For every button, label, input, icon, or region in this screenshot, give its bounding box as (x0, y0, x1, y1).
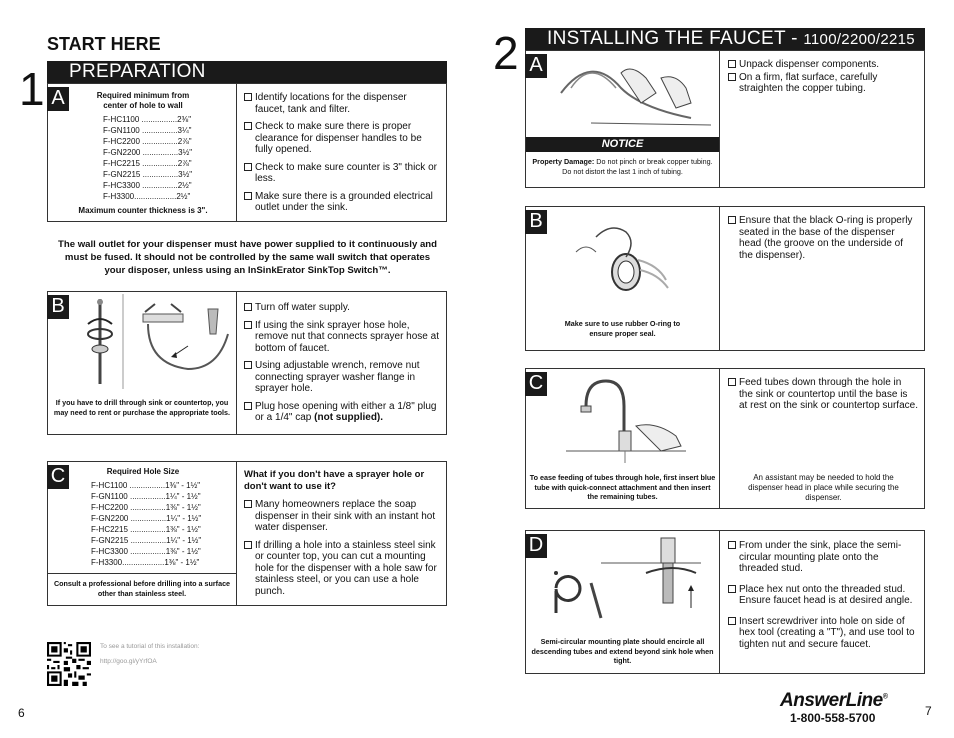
install-c-checklist (728, 377, 918, 418)
no-sprayer-question: What if you don't have a sprayer hole or don't want to use it? (244, 469, 425, 492)
prep-panel-a (47, 83, 447, 222)
start-here-heading: START HERE (47, 34, 161, 54)
preparation-header (47, 61, 447, 83)
installing-title: INSTALLING THE FAUCET - (547, 28, 804, 49)
checklist-item[interactable]: Many homeowners replace the soap dispenser in their sink with an instant hot water dispenser. (244, 499, 440, 534)
checkbox[interactable] (244, 163, 252, 171)
answerline-phone[interactable]: 1-800-558-5700 (790, 711, 876, 725)
straighten-tubing-illustration (551, 53, 716, 133)
answerline-logo: AnswerLine® (780, 690, 888, 711)
mounting-plate-caption: Semi-circular mounting plate should encircle all descending tubes and extend beyond sink hole when tight. (531, 637, 714, 665)
qr-url[interactable]: http://goo.gl/yYrfOA (100, 658, 157, 665)
assistant-note: An assistant may be needed to hold the dispenser head in place while securing the dispenser. (748, 473, 899, 502)
checklist-item[interactable]: Ensure that the black O-ring is properly seated in the base of the dispenser head (the groove on the underside of the dispenser). (728, 215, 918, 261)
install-a-checklist (728, 59, 920, 101)
prep-panel-c-letter: C (47, 465, 69, 489)
checklist-item[interactable]: Check to make sure there is proper clearance for dispenser handles to be fully opened. (244, 121, 439, 156)
checkbox[interactable] (244, 93, 252, 101)
checklist-item[interactable]: Using adjustable wrench, remove nut connecting sprayer washer flange in sprayer hole. (244, 360, 441, 395)
checkbox[interactable] (728, 617, 736, 625)
checkbox[interactable] (728, 216, 736, 224)
checkbox[interactable] (728, 60, 736, 68)
mounting-plate-illustration (541, 533, 711, 628)
checklist-item[interactable]: Plug hose opening with either a 1/8" plug or a 1/4" cap (not supplied). (244, 401, 441, 424)
page-number-right: 7 (925, 704, 932, 718)
checkbox[interactable] (244, 303, 252, 311)
checkbox[interactable] (728, 378, 736, 386)
checklist-item[interactable]: Feed tubes down through the hole in the sink or countertop until the base is at rest on the sink or countertop surface. (728, 377, 918, 412)
o-ring-illustration (566, 212, 686, 302)
qr-code[interactable] (47, 642, 91, 686)
consult-professional-note: Consult a professional before drilling into a surface other than stainless steel. (53, 579, 231, 598)
property-damage-notice: Property Damage: Do not pinch or break copper tubing. Do not distort the last 1 inch of tubing. (532, 157, 713, 176)
hole-size-specs: F-HC1100 ................1⅜" - 1½" F-GN1100 ................1¼" - 1½" F-HC2200 ................1⅜" - 1½" F-GN2200 ................1¼" - 1½" F-HC2215 ................1⅜" - 1½" F-GN2215 ................1¼" - 1½" F-HC3300 ................1⅜" - 1½" F-H3300...................1⅜" - 1½" (91, 481, 202, 567)
qr-label: To see a tutorial of this installation: (100, 643, 200, 650)
install-panel-d (525, 530, 925, 674)
checkbox[interactable] (244, 361, 252, 369)
hole-size-title: Required Hole Size (106, 467, 180, 476)
checklist-item[interactable]: Make sure there is a grounded electrical outlet under the sink. (244, 191, 439, 214)
install-panel-b-letter: B (525, 210, 547, 234)
install-panel-a-letter: A (525, 54, 547, 78)
feed-tubes-caption: To ease feeding of tubes through hole, first insert blue tube with quick-connect attachment and then insert the remaining tubes. (529, 473, 716, 501)
drill-tools-caption: If you have to drill through sink or countertop, you may need to rent or purchase the appropriate tools. (53, 398, 231, 417)
preparation-title: PREPARATION (69, 61, 206, 82)
o-ring-caption: Make sure to use rubber O-ring to ensure proper seal. (564, 319, 681, 338)
checkbox[interactable] (244, 402, 252, 410)
page-number-left: 6 (18, 706, 25, 720)
checkbox[interactable] (728, 585, 736, 593)
prep-panel-b (47, 291, 447, 435)
power-warning: The wall outlet for your dispenser must have power supplied to it continuously and must be fused. It should not be controlled by the same wall switch that operates your disposer, unless using an InSinkErator SinkTop Switch™. (58, 239, 437, 276)
install-panel-b (525, 206, 925, 351)
checklist-item[interactable]: If using the sink sprayer hose hole, remove nut that connects sprayer hose at bottom of faucet. (244, 320, 441, 355)
checkbox[interactable] (244, 192, 252, 200)
install-panel-d-letter: D (525, 534, 547, 558)
min-distance-title: Required minimum from center of hole to wall (96, 91, 190, 110)
installing-header (525, 28, 925, 50)
prep-panel-c (47, 461, 447, 606)
max-thickness-note: Maximum counter thickness is 3". (78, 206, 208, 215)
checkbox[interactable] (244, 541, 252, 549)
install-panel-c (525, 368, 925, 509)
prep-b-checklist (244, 302, 441, 430)
min-distance-specs: F-HC1100 ................2⅜" F-GN1100 ................3¼" F-HC2200 ................2⅞" F-GN2200 ................3½" F-HC2215 ................2⅞" F-GN2215 ................3½" F-HC3300 ................2½" F-H3300...................2½" (103, 115, 193, 201)
notice-bar: NOTICE (526, 137, 719, 152)
checklist-item[interactable]: From under the sink, place the semi-circular mounting plate onto the threaded stud. (728, 540, 920, 575)
install-panel-c-letter: C (525, 372, 547, 396)
install-panel-a (525, 50, 925, 188)
installing-models: 1100/2200/2215 (803, 31, 915, 48)
prep-panel-b-letter: B (47, 295, 69, 319)
checkbox[interactable] (244, 122, 252, 130)
checklist-item[interactable]: Insert screwdriver into hole on side of hex tool (creating a "T"), and use tool to tighten nut and secure faucet. (728, 616, 920, 651)
checkbox[interactable] (728, 73, 736, 81)
checklist-item[interactable]: Turn off water supply. (244, 302, 441, 314)
feed-tubes-illustration (566, 371, 686, 463)
step-number-1: 1 (19, 63, 45, 115)
checkbox[interactable] (244, 500, 252, 508)
checklist-item[interactable]: On a firm, flat surface, carefully straighten the copper tubing. (728, 72, 920, 95)
install-d-checklist (728, 540, 920, 656)
step-number-2: 2 (493, 27, 519, 79)
checklist-item[interactable]: Identify locations for the dispenser faucet, tank and filter. (244, 92, 439, 115)
checkbox[interactable] (244, 321, 252, 329)
sprayer-removal-illustration (73, 294, 233, 389)
prep-panel-a-letter: A (47, 87, 69, 111)
checklist-item[interactable]: If drilling a hole into a stainless steel sink or counter top, you can cut a mounting hole for the dispenser with a hole saw for stainless steel, or you can use a hole punch. (244, 540, 440, 598)
install-b-checklist (728, 215, 918, 267)
prep-a-checklist (244, 92, 439, 220)
checklist-item[interactable]: Place hex nut onto the threaded stud. Ensure faucet head is at desired angle. (728, 584, 920, 607)
prep-c-checklist (244, 499, 440, 603)
checklist-item[interactable]: Check to make sure counter is 3" thick or less. (244, 162, 439, 185)
checkbox[interactable] (728, 541, 736, 549)
checklist-item[interactable]: Unpack dispenser components. (728, 59, 920, 71)
